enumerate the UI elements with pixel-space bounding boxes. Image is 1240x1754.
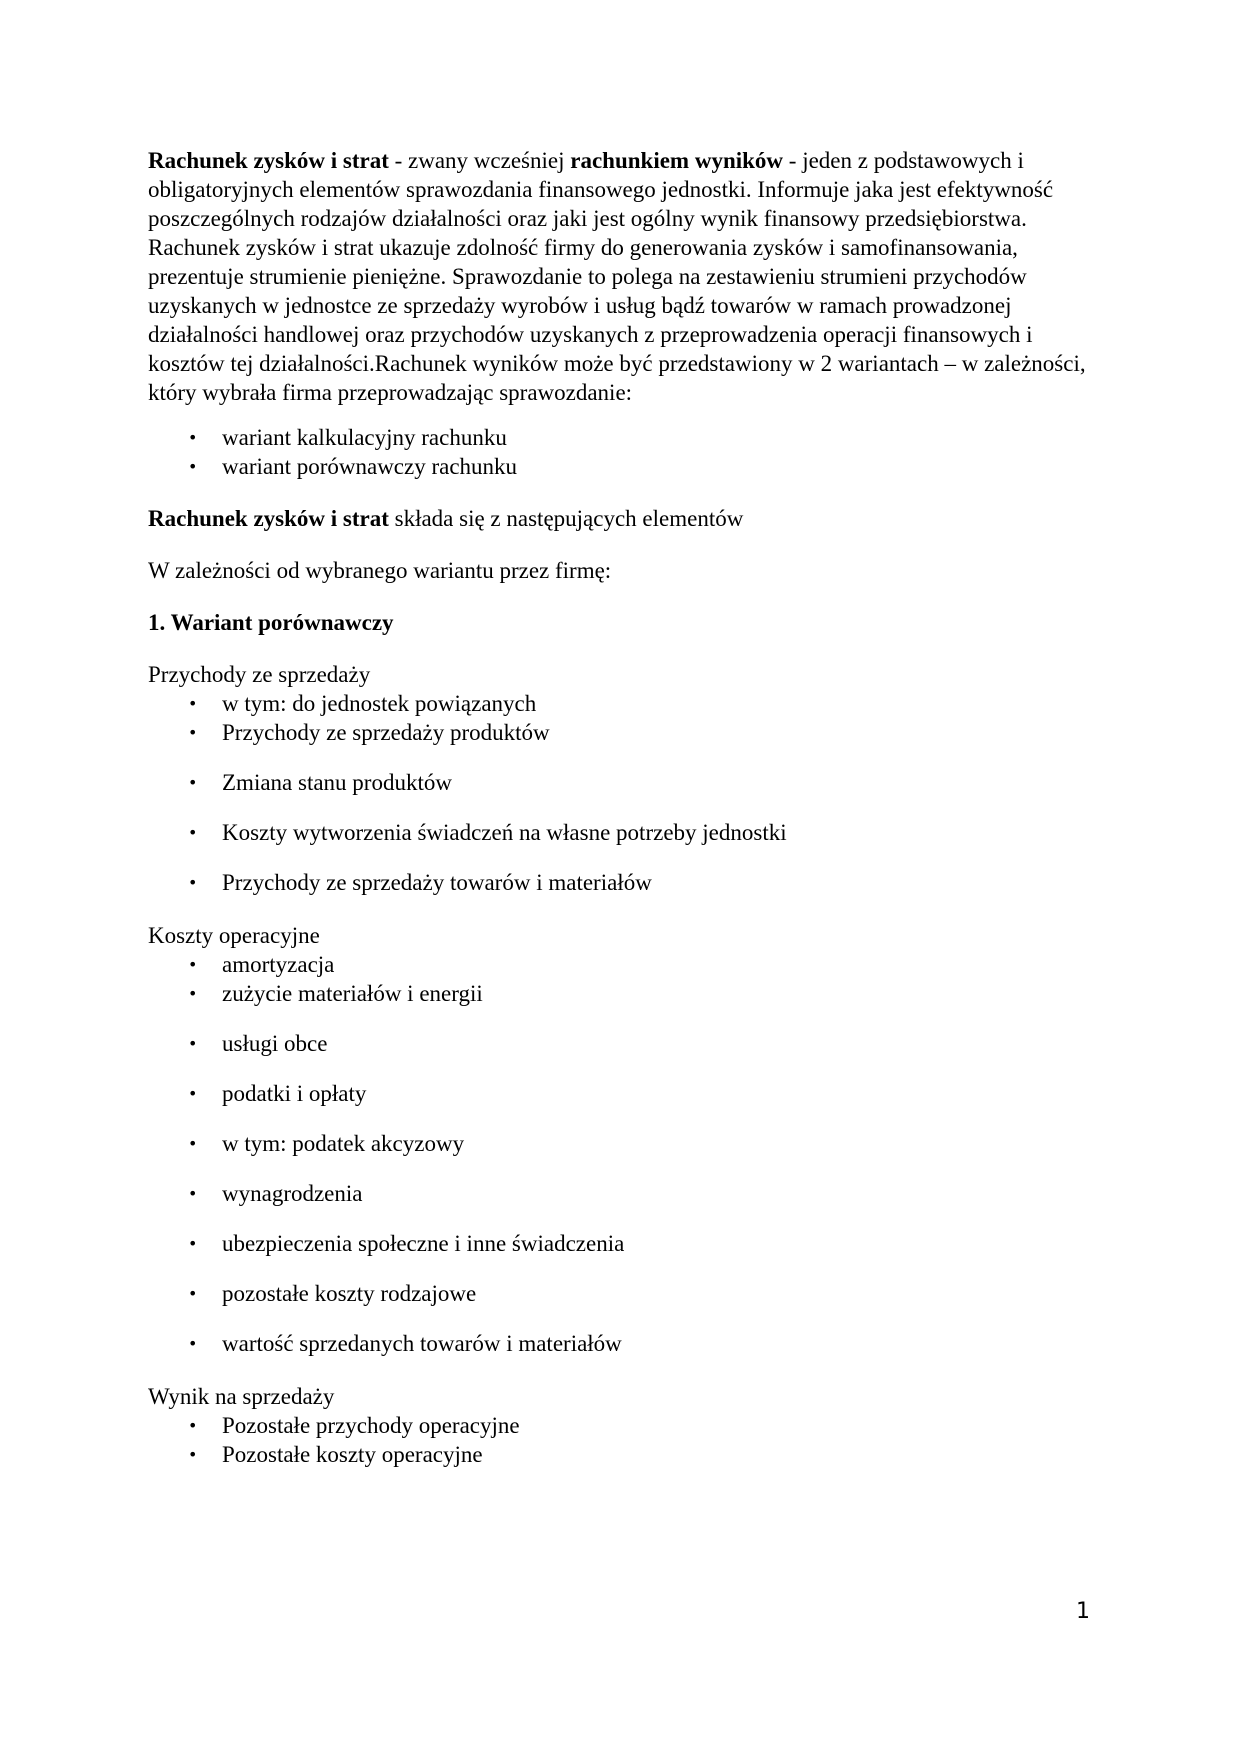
bullet-icon: • xyxy=(188,955,198,974)
list-item-text: Zmiana stanu produktów xyxy=(222,770,452,795)
result-list xyxy=(148,1411,1098,1469)
intro-term-1: Rachunek zysków i strat xyxy=(148,148,389,173)
bullet-icon: • xyxy=(188,1416,198,1435)
elements-text: składa się z następujących elementów xyxy=(388,506,744,531)
list-item xyxy=(148,1440,1098,1469)
list-item xyxy=(148,1129,1098,1158)
list-item xyxy=(148,1329,1098,1358)
list-item-text: wariant porównawczy rachunku xyxy=(222,454,518,479)
revenue-title: Przychody ze sprzedaży xyxy=(148,662,371,687)
list-item xyxy=(148,718,1098,747)
section-heading: 1. Wariant porównawczy xyxy=(148,610,394,635)
list-item xyxy=(148,689,1098,718)
list-item-text: zużycie materiałów i energii xyxy=(222,981,483,1006)
intro-paragraph-2: Rachunek zysków i strat ukazuje zdolność firmy do generowania zysków i samofinansowania, prezentuje strumienie pieniężne. Sprawozdanie to polega na zestawieniu strumieni przychodów uzyskanych w jednostce ze sprzedaży wyrobów i usług bądź towarów w ramach prowadzonej działalności handlowej oraz przychodów uzyskanych z przeprowadzenia operacji finansowych i kosztów tej działalności.Rachunek wyników może być przedstawiony w 2 wariantach – w zależności, który wybrała firma przeprowadzając sprawozdanie: xyxy=(148,235,1086,405)
list-item-text: pozostałe koszty rodzajowe xyxy=(222,1281,477,1306)
list-item-text: wynagrodzenia xyxy=(222,1181,363,1206)
variants-list xyxy=(148,423,1098,481)
list-item xyxy=(148,979,1098,1008)
bullet-icon: • xyxy=(188,823,198,842)
intro-text-1: - zwany wcześniej xyxy=(388,148,571,173)
list-item xyxy=(148,818,1098,847)
list-item xyxy=(148,868,1098,897)
list-item-text: amortyzacja xyxy=(222,952,335,977)
list-item xyxy=(148,1079,1098,1108)
bullet-icon: • xyxy=(188,1084,198,1103)
elements-line xyxy=(148,504,1098,533)
list-item-text: w tym: do jednostek powiązanych xyxy=(222,691,537,716)
list-item-text: Przychody ze sprzedaży towarów i materiałów xyxy=(222,870,652,895)
list-item xyxy=(148,1411,1098,1440)
list-item-text: ubezpieczenia społeczne i inne świadczenia xyxy=(222,1231,625,1256)
list-item-text: usługi obce xyxy=(222,1031,328,1056)
bullet-icon: • xyxy=(188,1034,198,1053)
list-item xyxy=(148,768,1098,797)
list-item xyxy=(148,452,1098,481)
list-item-text: Pozostałe przychody operacyjne xyxy=(222,1413,520,1438)
list-item-text: Pozostałe koszty operacyjne xyxy=(222,1442,483,1467)
costs-list xyxy=(148,950,1098,1358)
variant-choice-line: W zależności od wybranego wariantu przez firmę: xyxy=(148,558,612,583)
intro-term-2: rachunkiem wyników xyxy=(570,148,784,173)
page-number: 1 xyxy=(1076,1599,1090,1624)
intro-paragraph xyxy=(148,146,1098,233)
list-item-text: Koszty wytworzenia świadczeń na własne potrzeby jednostki xyxy=(222,820,787,845)
intro-text-2: - jeden z podstawowych i obligatoryjnych elementów sprawozdania finansowego jednostki. Informuje jaka jest efektywność poszczególnych rodzajów działalności oraz jaki jest ogólny wynik finansowy przedsiębiorstwa. xyxy=(148,148,1054,231)
costs-title: Koszty operacyjne xyxy=(148,923,320,948)
list-item xyxy=(148,1179,1098,1208)
bullet-icon: • xyxy=(188,428,198,447)
list-item-text: Przychody ze sprzedaży produktów xyxy=(222,720,550,745)
list-item xyxy=(148,1229,1098,1258)
list-item xyxy=(148,950,1098,979)
list-item-text: podatki i opłaty xyxy=(222,1081,367,1106)
bullet-icon: • xyxy=(188,457,198,476)
list-item xyxy=(148,1279,1098,1308)
bullet-icon: • xyxy=(188,1284,198,1303)
bullet-icon: • xyxy=(188,984,198,1003)
bullet-icon: • xyxy=(188,1184,198,1203)
result-title: Wynik na sprzedaży xyxy=(148,1384,335,1409)
bullet-icon: • xyxy=(188,694,198,713)
elements-term: Rachunek zysków i strat xyxy=(148,506,389,531)
bullet-icon: • xyxy=(188,1334,198,1353)
list-item xyxy=(148,423,1098,452)
bullet-icon: • xyxy=(188,773,198,792)
bullet-icon: • xyxy=(188,1445,198,1464)
list-item xyxy=(148,1029,1098,1058)
bullet-icon: • xyxy=(188,1134,198,1153)
list-item-text: wartość sprzedanych towarów i materiałów xyxy=(222,1331,622,1356)
list-item-text: w tym: podatek akcyzowy xyxy=(222,1131,465,1156)
bullet-icon: • xyxy=(188,1234,198,1253)
bullet-icon: • xyxy=(188,723,198,742)
document-page xyxy=(148,146,1098,1469)
bullet-icon: • xyxy=(188,873,198,892)
revenue-list xyxy=(148,689,1098,897)
list-item-text: wariant kalkulacyjny rachunku xyxy=(222,425,507,450)
